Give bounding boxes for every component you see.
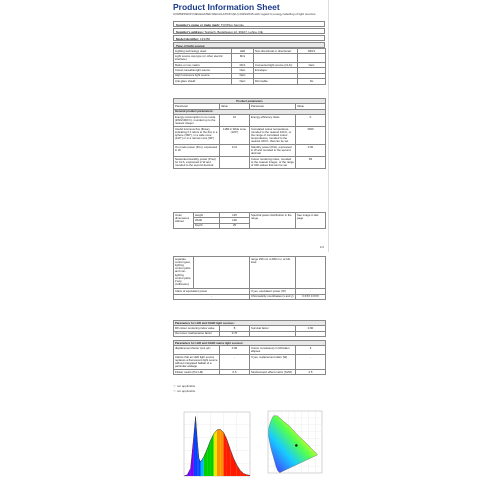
led-cell: R9 colour rendering index value [174,326,220,331]
mains-cell: - [296,354,326,369]
cie-chromaticity-chart [262,408,324,480]
page-1 [170,0,329,252]
supplier-name-row [173,21,325,27]
type-cell: LED [232,49,254,54]
led-cell: the lumen maintenance factor [174,331,220,336]
outer-depth-label: Depth [194,223,220,228]
model-identifier-label: Model identifier: [176,37,200,41]
model-identifier-value: 123456 [200,37,211,41]
type-cell: NDLS [298,49,326,54]
type-header: Type of light source: [173,42,325,48]
type-cell: Nein [232,79,254,84]
chroma-label: Chromaticity coordinates (x and y) [250,294,296,299]
led-params-table [173,320,326,337]
type-cell: Nein [298,62,326,67]
params-table [173,98,326,169]
type-cell: Nein [232,68,254,73]
spd-band [217,429,220,476]
supplier-name-label: Supplier's name or trade mark: [176,23,221,27]
type-cell: Envelope: [254,68,298,73]
spd-band [220,429,223,476]
claim-value: - [174,294,250,299]
general-cell: Networked standby power (Pnet) for CLS, expressed in W and rounded to the second decimal [174,156,220,168]
general-cell: 0.00 [296,145,326,157]
type-cell [254,54,298,63]
general-cell [220,156,250,168]
led-cell: Survival factor [250,326,296,331]
led-cell: 8 [220,326,250,331]
type-cell: Nein [232,73,254,78]
type-cell: High luminance light source: [174,73,232,78]
spd-value: See image in last page [296,213,326,229]
general-cell: 1186 in Wide cone (120°) [220,126,250,144]
general-cell: 11.0 [220,145,250,157]
mains-cell: Flicker metric (Pst LM) [174,369,220,374]
led-cell [296,331,326,336]
sheet-title: Product Information Sheet [173,2,280,12]
general-cell: 10 [220,115,250,127]
general-row [174,145,326,157]
mains-row [174,369,326,374]
type-table [173,48,326,85]
general-cell: On-mode power (Pon), expressed in W [174,145,220,157]
type-cell: Connected light source (CLS): [254,62,298,67]
page2-lead-left: separate control gear, lighting control parts and non-lighting control parts, if any (millimetre) [174,257,194,289]
type-cell: Mains or non-mains: [174,62,232,67]
outer-depth-value: 25 [220,223,250,228]
type-cell: Lighting technology used: [174,49,232,54]
mains-cell: 0.90 [220,346,250,355]
type-cell: Colour-tuneable light source: [174,68,232,73]
type-cell: Mini [232,54,254,63]
mains-header: Parameters for LED and OLED mains light sources: [174,341,326,346]
led-cell [250,331,296,336]
general-header: General product parameters: [174,109,326,114]
params-col-parameter: Parameter [174,104,220,109]
mains-cell: If yes, replacement claim (W) [250,354,296,369]
supplier-address-row [173,28,325,34]
general-cell: 83 [296,156,326,168]
mains-params-table [173,340,326,375]
page-3 [170,402,328,500]
footnote-1: '-': not applicable [173,384,196,388]
model-identifier-row [173,35,325,41]
general-cell: Energy efficiency class [250,115,296,127]
params-col-value-2: Value [296,104,326,109]
sheet-subtitle: COMMISSION DELEGATED REGULATION (EU) 2019/2015 with regard to energy labelling of light sources [173,12,316,16]
page2-lead-table [173,256,326,300]
mains-cell: displacement factor (cos φ1) [174,346,220,355]
page-number: 1/2 [319,245,324,249]
outer-height-label: Height [194,213,220,218]
spd-label: Spectral power distribution in the range [250,213,296,229]
outer-width-label: Width [194,218,220,223]
params-col-value: Value [220,104,250,109]
general-cell: Colour rendering index, rounded to the nearest integer, or the range of CRI-values that can be set [251,156,294,167]
footnote-2: '-': not applicable [173,389,196,393]
led-header: Parameters for LED and OLED light sources: [174,321,326,326]
type-cell: No [298,79,326,84]
params-col-parameter-2: Parameter [250,104,296,109]
mains-cell: Colour consistency in McAdam ellipses [250,346,296,355]
mains-cell: Stroboscopic effect metric (SVM) [250,369,296,374]
general-cell: Standby power (Psb), expressed in W and rounded to the second decimal [250,145,296,157]
mains-row [174,346,326,355]
claim-right-label: If yes, equivalent power (W) [250,289,296,294]
page-2 [170,256,328,400]
outer-dims-label: Outer dimensions without [174,213,194,229]
led-row [174,331,326,336]
type-cell [298,54,326,63]
general-cell: 3300 [296,126,326,144]
general-row [174,115,326,127]
general-cell: Energy consumption in on-mode (kWh/1000 h), rounded up to the nearest integer [174,115,220,127]
outer-dimensions-table [173,212,326,229]
type-cell: Dimmable: [254,79,298,84]
mains-cell: Claims that an LED light source replaces a fluorescent light source without integrated ballast of a particular wattage [174,354,220,369]
general-cell: Correlated colour temperature, rounded to the nearest 100 K, or the range of correlated colour temperatures, rounded to the nearest 100 K, that can be set [250,126,296,144]
led-cell: 0.70 [220,331,250,336]
type-cell: Non-directional or directional: [254,49,298,54]
spd-band [214,430,217,476]
supplier-name-value: TOVPlus Sample [220,23,244,27]
cie-chromaticity-point [295,444,297,446]
supplier-address-value: Testtech, Bodellsweg 12, 39107, Lohne, DE [204,30,263,34]
general-row [174,126,326,144]
params-header: Product parameters [174,99,326,104]
page2-lead-right: range 250 nm to 800 nm, at full-load [250,257,296,289]
mains-cell: - [220,354,250,369]
type-row [174,54,326,63]
general-cell: F [296,115,326,127]
type-cell: Anti-glare shield: [174,79,232,84]
mains-row [174,354,326,369]
type-cell: Light source cap-type (or other electric interface) [174,54,232,63]
claim-label: Claim of equivalent power [174,289,250,294]
spectral-power-distribution-chart [176,408,254,486]
outer-width-value: 120 [220,218,250,223]
claim-right-value: - [296,289,326,294]
supplier-address-label: Supplier's address: [176,30,204,34]
mains-cell: 6 [296,346,326,355]
mains-cell: 0.5 [220,369,250,374]
mains-cell: 0.5 [296,369,326,374]
outer-height-value: 125 [220,213,250,218]
led-cell: 0.90 [296,326,326,331]
general-cell: Useful luminous flux (Φuse), indicating if it refers to the flux in a sphere (360°), in a wide cone (120°) or in a narrow cone (90°) [174,126,220,144]
type-row [174,79,326,84]
type-cell: MLS [232,62,254,67]
chroma-value: 0.XXX 0.XXX [296,294,326,299]
general-row [174,156,326,168]
